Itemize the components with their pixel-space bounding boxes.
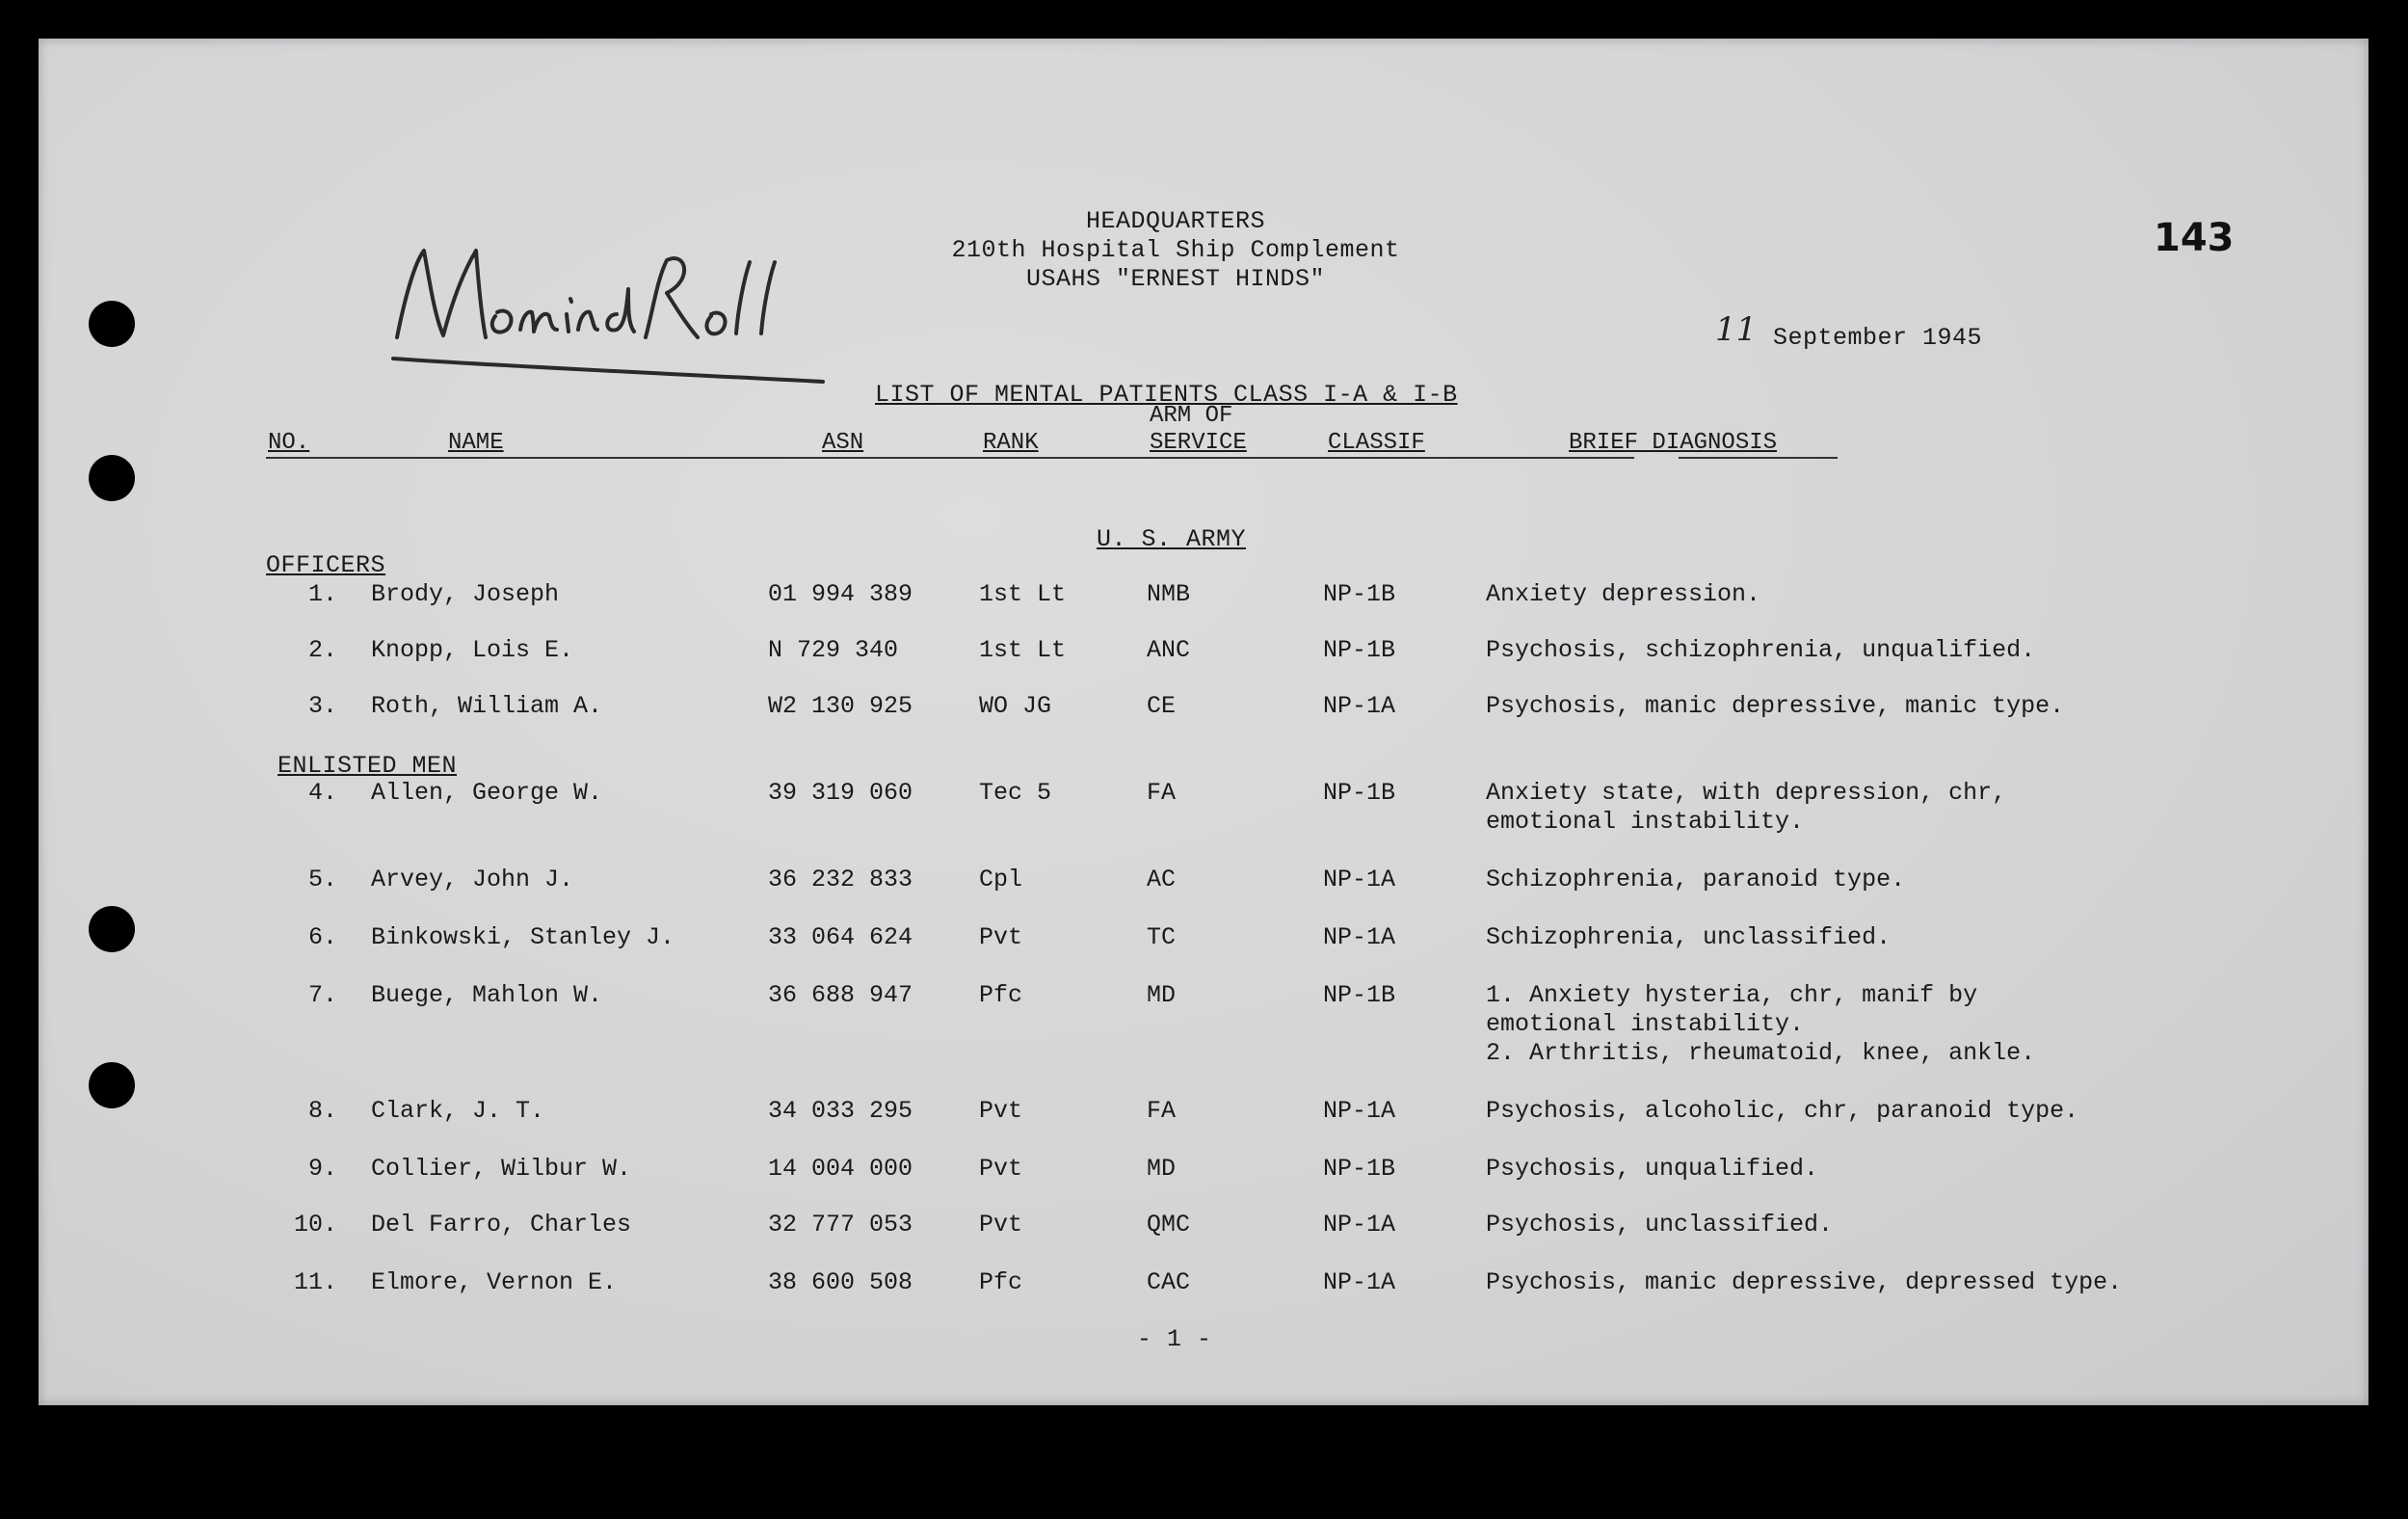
patient-asn: 36 232 833 [768,866,913,893]
table-row [39,580,2368,619]
patient-asn: 32 777 053 [768,1211,913,1239]
diagnosis-line: Psychosis, alcoholic, chr, paranoid type. [1486,1097,2079,1125]
row-number: 11. [293,1268,337,1296]
document-date: September 1945 [1773,324,1983,352]
diagnosis-line: 1. Anxiety hysteria, chr, manif by [1486,981,1978,1009]
patient-diagnosis [1486,1268,2122,1297]
diagnosis-line: 2. Arthritis, rheumatoid, knee, ankle. [1486,1039,2036,1067]
group-label-officers: OFFICERS [266,551,386,579]
patient-diagnosis [1486,1097,2078,1126]
diagnosis-line: Schizophrenia, unclassified. [1486,923,1892,951]
diagnosis-line: Psychosis, unqualified. [1486,1155,1819,1183]
patient-asn: 14 004 000 [768,1155,913,1183]
patient-rank: Pvt [979,1211,1023,1239]
column-header-asn: ASN [822,430,864,456]
patient-name: Del Farro, Charles [371,1211,632,1239]
row-number: 9. [307,1155,337,1183]
patient-asn: 39 319 060 [768,779,913,807]
column-header-arm [1150,403,1247,457]
section-title: U. S. ARMY [1097,525,1247,553]
patient-name: Knopp, Lois E. [371,636,574,664]
document-page [39,39,2368,1405]
patient-asn: W2 130 925 [768,692,913,720]
patient-classification: NP-1B [1323,779,1396,807]
diagnosis-line: Schizophrenia, paranoid type. [1486,866,1906,893]
patient-rank: Pfc [979,1268,1023,1296]
patient-name: Collier, Wilbur W. [371,1155,632,1183]
patient-name: Brody, Joseph [371,580,560,608]
diagnosis-line: Anxiety state, with depression, chr, [1486,779,2007,807]
handwritten-annotation [387,202,831,386]
row-number: 10. [293,1211,337,1239]
patient-arm-of-service: ANC [1147,636,1191,664]
column-header-name: NAME [448,430,504,456]
patient-diagnosis [1486,866,1905,894]
patient-diagnosis [1486,692,2064,721]
row-number: 4. [307,779,337,807]
patient-classification: NP-1A [1323,866,1396,893]
patient-rank: 1st Lt [979,636,1067,664]
patient-rank: Cpl [979,866,1023,893]
patient-arm-of-service: AC [1147,866,1177,893]
patient-arm-of-service: MD [1147,1155,1177,1183]
patient-rank: Tec 5 [979,779,1052,807]
patient-diagnosis [1486,636,2035,665]
patient-arm-of-service: CAC [1147,1268,1191,1296]
table-row [39,1097,2368,1135]
letterhead [906,207,1445,294]
table-row [39,866,2368,904]
patient-diagnosis [1486,1155,1818,1184]
patient-classification: NP-1B [1323,1155,1396,1183]
patient-name: Elmore, Vernon E. [371,1268,618,1296]
table-row [39,692,2368,731]
column-header-classif: CLASSIF [1328,430,1425,456]
letterhead-line-2: 210th Hospital Ship Complement [951,236,1400,264]
patient-classification: NP-1A [1323,1268,1396,1296]
table-row [39,779,2368,836]
column-header-no: NO. [268,430,310,456]
patient-name: Allen, George W. [371,779,603,807]
document-title: LIST OF MENTAL PATIENTS CLASS I-A & I-B [875,381,1458,409]
patient-diagnosis [1486,1211,1833,1239]
patient-asn: 33 064 624 [768,923,913,951]
patient-name: Binkowski, Stanley J. [371,923,675,951]
row-number: 1. [307,580,337,608]
patient-arm-of-service: NMB [1147,580,1191,608]
column-header-arm-line-2: SERVICE [1150,430,1247,456]
patient-rank: Pfc [979,981,1023,1009]
header-rule [1679,457,1838,459]
patient-classification: NP-1B [1323,981,1396,1009]
row-number: 8. [307,1097,337,1125]
patient-classification: NP-1A [1323,1097,1396,1125]
patient-name: Clark, J. T. [371,1097,545,1125]
diagnosis-line: Psychosis, manic depressive, manic type. [1486,692,2065,720]
column-header-diagnosis: BRIEF DIAGNOSIS [1569,430,1778,456]
patient-asn: 38 600 508 [768,1268,913,1296]
patient-name: Arvey, John J. [371,866,574,893]
patient-classification: NP-1B [1323,580,1396,608]
header-rule [266,457,1634,459]
patient-diagnosis [1486,981,2035,1068]
patient-rank: Pvt [979,1155,1023,1183]
patient-asn: 34 033 295 [768,1097,913,1125]
table-row [39,1155,2368,1193]
column-header-arm-line-1: ARM OF [1150,403,1233,429]
table-row [39,1268,2368,1307]
date-handwritten-day: 11 [1715,310,1758,349]
row-number: 6. [307,923,337,951]
letterhead-line-1: HEADQUARTERS [1085,207,1266,235]
page-number: 143 [2154,216,2235,260]
patient-name: Roth, William A. [371,692,603,720]
diagnosis-line: Psychosis, manic depressive, depressed type. [1486,1268,2123,1296]
patient-name: Buege, Mahlon W. [371,981,603,1009]
diagnosis-line: Psychosis, unclassified. [1486,1211,1834,1239]
patient-classification: NP-1A [1323,923,1396,951]
patient-arm-of-service: FA [1147,1097,1177,1125]
table-row [39,1211,2368,1249]
table-row [39,636,2368,675]
table-row [39,981,2368,1067]
diagnosis-line: Psychosis, schizophrenia, unqualified. [1486,636,2036,664]
patient-rank: Pvt [979,1097,1023,1125]
page-footer: - 1 - [1137,1325,1212,1353]
diagnosis-line: emotional instability. [1486,808,1805,836]
patient-classification: NP-1A [1323,692,1396,720]
patient-arm-of-service: CE [1147,692,1177,720]
punch-hole [89,455,135,501]
patient-rank: WO JG [979,692,1052,720]
letterhead-line-3: USAHS "ERNEST HINDS" [1025,265,1326,293]
patient-arm-of-service: QMC [1147,1211,1191,1239]
patient-arm-of-service: MD [1147,981,1177,1009]
table-row [39,923,2368,962]
patient-diagnosis [1486,580,1760,609]
patient-asn: N 729 340 [768,636,899,664]
patient-rank: 1st Lt [979,580,1067,608]
patient-diagnosis [1486,779,2006,837]
column-header-rank: RANK [983,430,1039,456]
row-number: 7. [307,981,337,1009]
group-label-enlisted: ENLISTED MEN [278,752,458,780]
patient-arm-of-service: FA [1147,779,1177,807]
patient-classification: NP-1A [1323,1211,1396,1239]
diagnosis-line: Anxiety depression. [1486,580,1761,608]
row-number: 2. [307,636,337,664]
diagnosis-line: emotional instability. [1486,1010,1805,1038]
patient-arm-of-service: TC [1147,923,1177,951]
patient-asn: 36 688 947 [768,981,913,1009]
patient-diagnosis [1486,923,1891,952]
row-number: 5. [307,866,337,893]
punch-hole [89,301,135,347]
patient-rank: Pvt [979,923,1023,951]
patient-classification: NP-1B [1323,636,1396,664]
patient-asn: 01 994 389 [768,580,913,608]
row-number: 3. [307,692,337,720]
